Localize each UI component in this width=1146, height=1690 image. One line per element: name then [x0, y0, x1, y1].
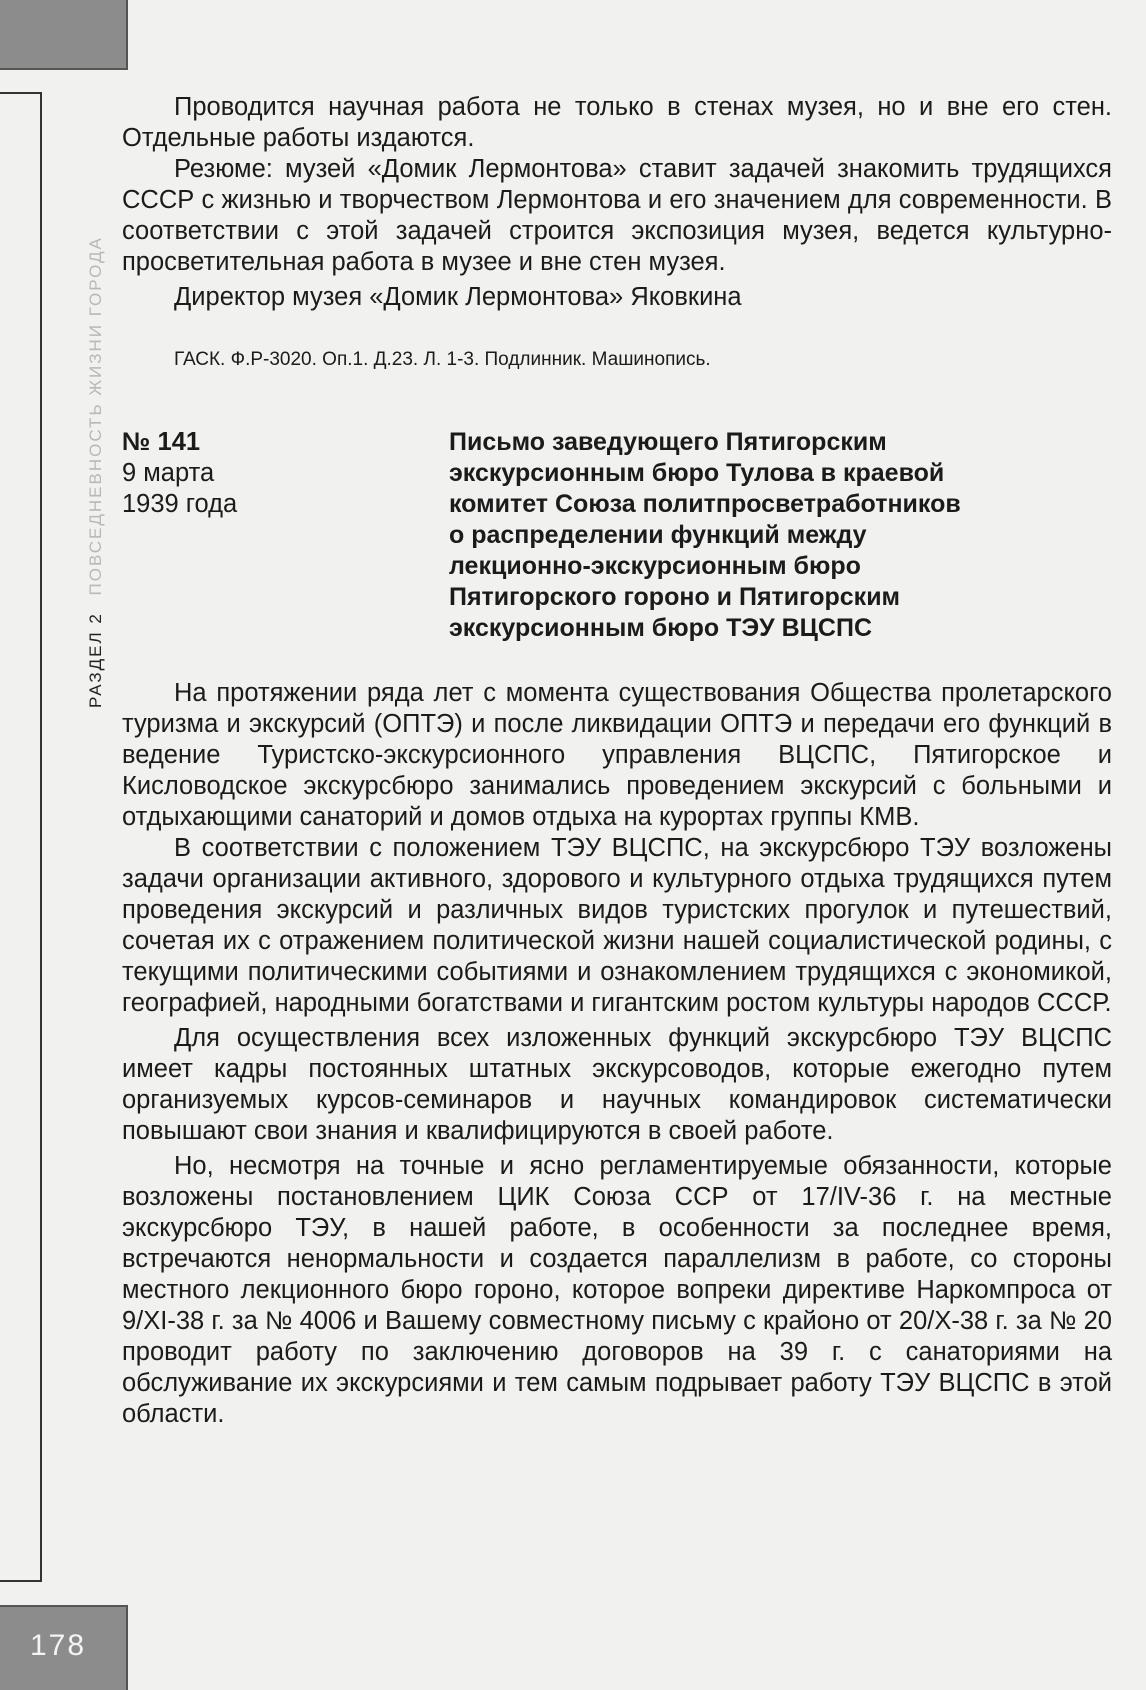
page-number: 178 — [30, 1629, 87, 1662]
document-date-year: 1939 года — [122, 490, 238, 518]
page-number-tab — [0, 1605, 128, 1690]
side-rule — [0, 92, 42, 1582]
title-line: лекционно-экскурсионным бюро — [449, 552, 861, 580]
page-content — [122, 92, 1112, 1430]
document-number: № 141 — [122, 428, 201, 456]
title-line: комитет Союза политпросветработников — [449, 490, 961, 518]
title-line: Пятигорского гороно и Пятигорским — [449, 583, 901, 611]
section-title: ПОВСЕДНЕВНОСТЬ ЖИЗНИ ГОРОДА — [86, 236, 105, 596]
archive-source: ГАСК. Ф.Р-3020. Оп.1. Д.23. Л. 1-3. Подлинник. Машинопись. — [174, 349, 711, 370]
document-header — [122, 427, 1112, 644]
body-paragraph: На протяжении ряда лет с момента существования Общества пролетарского туризма и экскурсий (ОПТЭ) и после ликвидации ОПТЭ и передачи его функций в ведение Туристско-экскурсионного управления ВЦСПС, Пятигорское и Кисловодское экскурсбюро занимались проведением экскурсий с больными и отдыхающими санаторий и домов отдыха на курортах группы КМВ. — [122, 679, 1112, 831]
title-line: экскурсионным бюро ТЭУ ВЦСПС — [449, 614, 873, 642]
corner-tab — [0, 0, 128, 70]
document-date-day: 9 марта — [122, 459, 215, 487]
body-paragraph: В соответствии с положением ТЭУ ВЦСПС, на экскурсбюро ТЭУ возложены задачи организации активного, здорового и культурного отдыха трудящихся путем проведения экскурсий и различных видов туристских прогулок и путешествий, сочетая их с отражением политической жизни нашей социалистической родины, с текущими политическими событиями и ознакомлением трудящихся с экономикой, географией, народными богатствами и гигантским ростом культуры народов СССР. — [122, 834, 1112, 1017]
body-paragraph: Но, несмотря на точные и ясно регламентируемые обязанности, которые возложены постановлением ЦИК Союза ССР от 17/IV-36 г. на местные экскурсбюро ТЭУ, в нашей работе, в особенности за последнее время, встречаются ненормальности и создается параллелизм в работе, со стороны местного лекционного бюро гороно, которое вопреки директиве Наркомпроса от 9/XI-38 г. за № 4006 и Вашему совместному письму с крайоно от 20/X-38 г. за № 20 проводит работу по заключению договоров на 39 г. с санаториями на обслуживание их экскурсиями и тем самым подрывает работу ТЭУ ВЦСПС в этой области. — [122, 1152, 1112, 1428]
title-line: экскурсионным бюро Тулова в краевой — [449, 459, 945, 487]
intro-paragraph: Проводится научная работа не только в стенах музея, но и вне его стен. Отдельные работы издаются. — [122, 93, 1112, 152]
signature: Директор музея «Домик Лермонтова» Яковкина — [174, 283, 742, 311]
title-line: о распределении функций между — [449, 521, 867, 549]
intro-paragraph: Резюме: музей «Домик Лермонтова» ставит задачей знакомить трудящихся СССР с жизнью и творчеством Лермонтова и его значением для современности. В соответствии с этой задачей строится экспозиция музея, ведется культурно-просветительная работа в музее и вне стен музея. — [122, 155, 1112, 276]
document-meta — [122, 427, 449, 644]
document-title — [449, 427, 1059, 644]
title-line: Письмо заведующего Пятигорским — [449, 428, 887, 456]
section-number: РАЗДЕЛ 2 — [86, 612, 105, 708]
body-paragraph: Для осуществления всех изложенных функций экскурсбюро ТЭУ ВЦСПС имеет кадры постоянных штатных экскурсоводов, которые ежегодно путем организуемых курсов-семинаров и научных командировок систематически повышают свои знания и квалифицируются в своей работе. — [122, 1024, 1112, 1145]
section-label — [84, 88, 108, 708]
